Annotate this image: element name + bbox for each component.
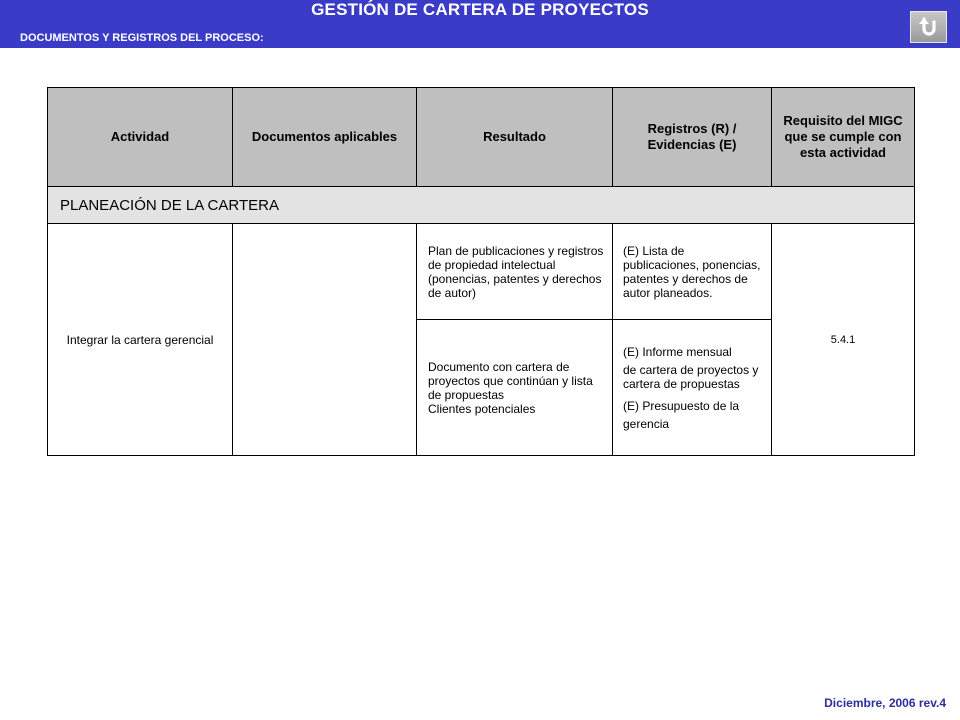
section-row	[48, 187, 915, 224]
activity-cell: Integrar la cartera gerencial	[48, 224, 233, 456]
column-header-evidence: Registros (R) / Evidencias (E)	[613, 88, 772, 187]
page-title: GESTIÓN DE CARTERA DE PROYECTOS	[311, 0, 649, 19]
evidence-cell	[613, 224, 772, 320]
evidence-text: (E) Informe mensual	[623, 344, 732, 359]
result-text: Documento con cartera de proyectos que continúan y lista de propuestas	[428, 359, 593, 402]
requirement-cell: 5.4.1	[772, 224, 915, 456]
evidence-text: gerencia	[623, 416, 670, 431]
table-header-row	[48, 88, 915, 187]
process-table	[47, 87, 915, 456]
evidence-cell	[613, 320, 772, 456]
column-header-requirement: Requisito del MIGC que se cumple con esta actividad	[772, 88, 915, 187]
section-title: PLANEACIÓN DE LA CARTERA	[48, 187, 915, 224]
header-bar	[0, 0, 960, 48]
back-button[interactable]	[910, 11, 947, 43]
column-header-documents: Documentos aplicables	[233, 88, 417, 187]
column-header-activity: Actividad	[48, 88, 233, 187]
result-text: Clientes potenciales	[428, 401, 536, 416]
footer-date-revision: Diciembre, 2006 rev.4	[824, 696, 946, 710]
result-text: Plan de publicaciones y registros de propiedad intelectual (ponencias, patentes y derechos de autor)	[428, 243, 604, 300]
result-cell	[417, 320, 613, 456]
page-subtitle: DOCUMENTOS Y REGISTROS DEL PROCESO:	[20, 32, 264, 44]
evidence-text: de cartera de proyectos y cartera de propuestas	[623, 362, 759, 391]
evidence-text: (E) Presupuesto de la	[623, 398, 740, 413]
table-row	[48, 224, 915, 320]
column-header-result: Resultado	[417, 88, 613, 187]
u-turn-back-icon	[917, 15, 941, 39]
evidence-text: (E) Lista de publicaciones, ponencias, patentes y derechos de autor planeados.	[623, 243, 761, 300]
documents-cell	[233, 224, 417, 456]
result-cell	[417, 224, 613, 320]
